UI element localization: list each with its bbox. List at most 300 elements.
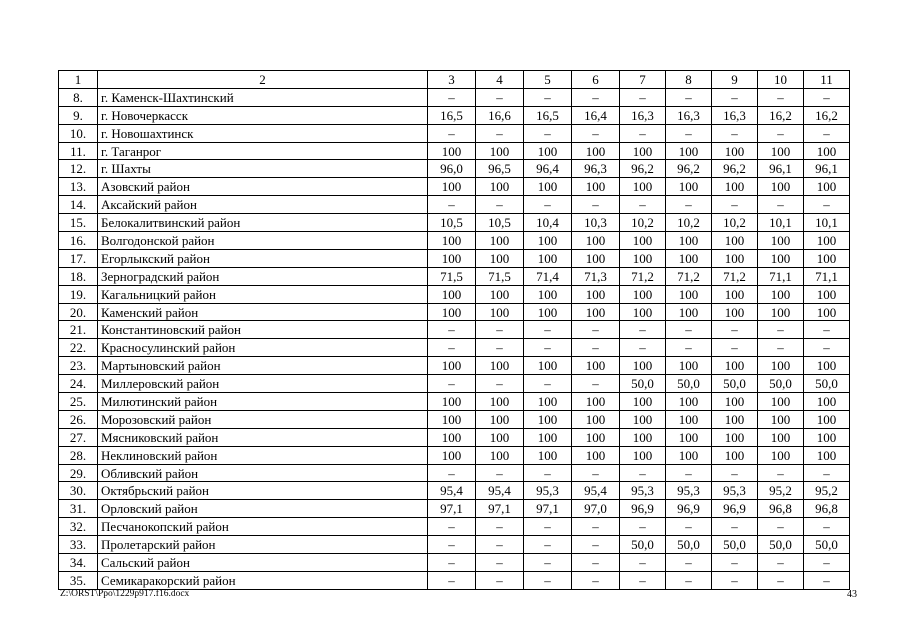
column-number-header: 5 xyxy=(524,71,572,89)
value-cell: 100 xyxy=(428,410,476,428)
table-row xyxy=(59,571,850,589)
territory-name: Мартыновский район xyxy=(98,357,428,375)
value-cell: – xyxy=(712,88,758,106)
table-row xyxy=(59,357,850,375)
value-cell: 100 xyxy=(572,357,620,375)
value-cell: 100 xyxy=(428,446,476,464)
value-cell: 100 xyxy=(524,410,572,428)
value-cell: – xyxy=(428,339,476,357)
row-number: 16. xyxy=(59,232,98,250)
value-cell: 71,5 xyxy=(428,267,476,285)
value-cell: – xyxy=(524,536,572,554)
column-number-header: 7 xyxy=(620,71,666,89)
value-cell: – xyxy=(712,124,758,142)
value-cell: – xyxy=(712,321,758,339)
value-cell: – xyxy=(572,375,620,393)
row-number: 32. xyxy=(59,518,98,536)
territory-name: г. Таганрог xyxy=(98,142,428,160)
value-cell: 16,2 xyxy=(758,106,804,124)
value-cell: 100 xyxy=(476,446,524,464)
table-row xyxy=(59,232,850,250)
territory-name: Морозовский район xyxy=(98,410,428,428)
value-cell: – xyxy=(476,196,524,214)
territory-name: г. Шахты xyxy=(98,160,428,178)
row-number: 30. xyxy=(59,482,98,500)
value-cell: 95,3 xyxy=(620,482,666,500)
value-cell: 16,2 xyxy=(804,106,850,124)
value-cell: 100 xyxy=(804,285,850,303)
value-cell: 100 xyxy=(758,446,804,464)
territory-name: Сальский район xyxy=(98,554,428,572)
table-row xyxy=(59,106,850,124)
territory-name: Семикаракорский район xyxy=(98,571,428,589)
value-cell: 100 xyxy=(758,232,804,250)
value-cell: 10,2 xyxy=(620,214,666,232)
row-number: 21. xyxy=(59,321,98,339)
row-number: 15. xyxy=(59,214,98,232)
column-number-header: 10 xyxy=(758,71,804,89)
value-cell: 100 xyxy=(620,393,666,411)
territory-name: Красносулинский район xyxy=(98,339,428,357)
value-cell: 100 xyxy=(620,232,666,250)
value-cell: – xyxy=(666,554,712,572)
table-row xyxy=(59,214,850,232)
row-number: 12. xyxy=(59,160,98,178)
territory-name: Неклиновский район xyxy=(98,446,428,464)
value-cell: 100 xyxy=(428,428,476,446)
table-row xyxy=(59,267,850,285)
value-cell: 10,2 xyxy=(712,214,758,232)
value-cell: – xyxy=(804,88,850,106)
table-row xyxy=(59,536,850,554)
row-number: 35. xyxy=(59,571,98,589)
value-cell: 100 xyxy=(758,410,804,428)
value-cell: 95,2 xyxy=(804,482,850,500)
value-cell: 97,1 xyxy=(476,500,524,518)
row-number: 22. xyxy=(59,339,98,357)
value-cell: – xyxy=(712,518,758,536)
column-number-header: 3 xyxy=(428,71,476,89)
territory-name: Каменский район xyxy=(98,303,428,321)
value-cell: 96,0 xyxy=(428,160,476,178)
column-number-header: 11 xyxy=(804,71,850,89)
value-cell: 96,3 xyxy=(572,160,620,178)
territory-name: Аксайский район xyxy=(98,196,428,214)
territory-name: Мясниковский район xyxy=(98,428,428,446)
value-cell: 100 xyxy=(804,249,850,267)
value-cell: 100 xyxy=(712,357,758,375)
value-cell: 50,0 xyxy=(712,375,758,393)
territory-name: Пролетарский район xyxy=(98,536,428,554)
value-cell: – xyxy=(758,464,804,482)
value-cell: 96,8 xyxy=(758,500,804,518)
value-cell: – xyxy=(804,321,850,339)
territory-name: Азовский район xyxy=(98,178,428,196)
value-cell: 50,0 xyxy=(804,375,850,393)
value-cell: 96,9 xyxy=(712,500,758,518)
value-cell: 95,4 xyxy=(476,482,524,500)
value-cell: 97,1 xyxy=(524,500,572,518)
table-row xyxy=(59,249,850,267)
table-row xyxy=(59,321,850,339)
value-cell: – xyxy=(524,571,572,589)
value-cell: – xyxy=(758,554,804,572)
territory-name: Кагальницкий район xyxy=(98,285,428,303)
value-cell: – xyxy=(620,518,666,536)
value-cell: 100 xyxy=(572,285,620,303)
value-cell: 100 xyxy=(428,393,476,411)
value-cell: – xyxy=(428,321,476,339)
value-cell: 96,9 xyxy=(620,500,666,518)
value-cell: 100 xyxy=(666,393,712,411)
value-cell: 100 xyxy=(572,232,620,250)
value-cell: 100 xyxy=(572,303,620,321)
value-cell: – xyxy=(572,196,620,214)
territory-name: Песчанокопский район xyxy=(98,518,428,536)
value-cell: 100 xyxy=(572,178,620,196)
row-number: 18. xyxy=(59,267,98,285)
value-cell: – xyxy=(428,518,476,536)
value-cell: 50,0 xyxy=(620,375,666,393)
value-cell: 100 xyxy=(524,232,572,250)
value-cell: 96,2 xyxy=(620,160,666,178)
value-cell: 71,5 xyxy=(476,267,524,285)
value-cell: 100 xyxy=(712,446,758,464)
row-number: 9. xyxy=(59,106,98,124)
value-cell: 95,2 xyxy=(758,482,804,500)
table-row xyxy=(59,285,850,303)
value-cell: – xyxy=(758,518,804,536)
value-cell: 100 xyxy=(712,410,758,428)
value-cell: 16,5 xyxy=(524,106,572,124)
value-cell: – xyxy=(804,464,850,482)
value-cell: 100 xyxy=(804,303,850,321)
value-cell: – xyxy=(572,124,620,142)
value-cell: 100 xyxy=(524,249,572,267)
value-cell: 100 xyxy=(476,393,524,411)
value-cell: – xyxy=(758,321,804,339)
value-cell: 10,5 xyxy=(476,214,524,232)
value-cell: – xyxy=(476,88,524,106)
value-cell: 100 xyxy=(712,249,758,267)
value-cell: 97,1 xyxy=(428,500,476,518)
value-cell: 71,1 xyxy=(758,267,804,285)
value-cell: 100 xyxy=(476,142,524,160)
value-cell: – xyxy=(428,375,476,393)
value-cell: – xyxy=(428,124,476,142)
value-cell: – xyxy=(804,196,850,214)
value-cell: 96,4 xyxy=(524,160,572,178)
value-cell: – xyxy=(666,196,712,214)
value-cell: – xyxy=(572,339,620,357)
value-cell: – xyxy=(758,88,804,106)
territory-name: Милютинский район xyxy=(98,393,428,411)
row-number: 8. xyxy=(59,88,98,106)
territory-name: Орловский район xyxy=(98,500,428,518)
territory-name: Белокалитвинский район xyxy=(98,214,428,232)
value-cell: 95,3 xyxy=(712,482,758,500)
value-cell: 16,3 xyxy=(620,106,666,124)
value-cell: 100 xyxy=(620,142,666,160)
value-cell: 100 xyxy=(476,285,524,303)
value-cell: 100 xyxy=(620,410,666,428)
value-cell: 100 xyxy=(758,357,804,375)
value-cell: – xyxy=(428,88,476,106)
value-cell: 100 xyxy=(804,446,850,464)
value-cell: – xyxy=(524,196,572,214)
value-cell: 100 xyxy=(758,249,804,267)
value-cell: 96,1 xyxy=(804,160,850,178)
value-cell: – xyxy=(476,554,524,572)
value-cell: 96,2 xyxy=(712,160,758,178)
value-cell: 100 xyxy=(476,428,524,446)
value-cell: 100 xyxy=(572,428,620,446)
row-number: 17. xyxy=(59,249,98,267)
value-cell: 100 xyxy=(804,178,850,196)
data-table xyxy=(58,70,850,590)
value-cell: 10,1 xyxy=(804,214,850,232)
territory-name: Зерноградский район xyxy=(98,267,428,285)
value-cell: 100 xyxy=(620,303,666,321)
page-number: 43 xyxy=(847,589,857,600)
value-cell: 100 xyxy=(758,142,804,160)
value-cell: 71,3 xyxy=(572,267,620,285)
value-cell: – xyxy=(524,554,572,572)
value-cell: – xyxy=(524,375,572,393)
value-cell: 71,2 xyxy=(620,267,666,285)
row-number: 33. xyxy=(59,536,98,554)
value-cell: – xyxy=(804,571,850,589)
row-number: 11. xyxy=(59,142,98,160)
value-cell: 95,3 xyxy=(524,482,572,500)
value-cell: 16,3 xyxy=(712,106,758,124)
value-cell: 100 xyxy=(572,393,620,411)
value-cell: – xyxy=(524,339,572,357)
column-number-header: 8 xyxy=(666,71,712,89)
value-cell: 100 xyxy=(524,142,572,160)
column-number-header: 4 xyxy=(476,71,524,89)
table-row xyxy=(59,410,850,428)
value-cell: – xyxy=(572,571,620,589)
value-cell: 10,5 xyxy=(428,214,476,232)
value-cell: 100 xyxy=(712,303,758,321)
value-cell: – xyxy=(476,536,524,554)
value-cell: 100 xyxy=(666,428,712,446)
value-cell: 100 xyxy=(666,357,712,375)
value-cell: 100 xyxy=(476,357,524,375)
row-number: 29. xyxy=(59,464,98,482)
territory-name: Константиновский район xyxy=(98,321,428,339)
value-cell: 100 xyxy=(524,178,572,196)
value-cell: 100 xyxy=(666,446,712,464)
value-cell: 100 xyxy=(428,249,476,267)
value-cell: 96,1 xyxy=(758,160,804,178)
table-row xyxy=(59,303,850,321)
table-row xyxy=(59,178,850,196)
value-cell: 100 xyxy=(666,142,712,160)
value-cell: 100 xyxy=(804,357,850,375)
value-cell: – xyxy=(476,124,524,142)
value-cell: 96,8 xyxy=(804,500,850,518)
column-number-header: 2 xyxy=(98,71,428,89)
value-cell: – xyxy=(428,196,476,214)
value-cell: 71,2 xyxy=(666,267,712,285)
value-cell: 100 xyxy=(572,446,620,464)
value-cell: 100 xyxy=(804,232,850,250)
value-cell: 100 xyxy=(524,393,572,411)
value-cell: 100 xyxy=(804,410,850,428)
value-cell: – xyxy=(620,464,666,482)
value-cell: 16,3 xyxy=(666,106,712,124)
value-cell: 96,9 xyxy=(666,500,712,518)
table-row xyxy=(59,554,850,572)
value-cell: – xyxy=(758,571,804,589)
value-cell: 100 xyxy=(428,285,476,303)
value-cell: 100 xyxy=(804,428,850,446)
value-cell: – xyxy=(524,88,572,106)
value-cell: 100 xyxy=(476,410,524,428)
table-row xyxy=(59,88,850,106)
value-cell: – xyxy=(620,321,666,339)
value-cell: 100 xyxy=(620,357,666,375)
value-cell: 100 xyxy=(428,178,476,196)
value-cell: 95,3 xyxy=(666,482,712,500)
value-cell: – xyxy=(666,321,712,339)
value-cell: – xyxy=(524,124,572,142)
value-cell: 100 xyxy=(758,393,804,411)
value-cell: 100 xyxy=(476,249,524,267)
value-cell: 100 xyxy=(758,285,804,303)
value-cell: 100 xyxy=(524,285,572,303)
table-row xyxy=(59,464,850,482)
footer-file-path: Z:\ORST\Ppo\1229p917.f16.docx xyxy=(60,589,190,599)
value-cell: 10,3 xyxy=(572,214,620,232)
table-row xyxy=(59,375,850,393)
value-cell: 100 xyxy=(666,285,712,303)
value-cell: – xyxy=(620,554,666,572)
value-cell: 100 xyxy=(572,142,620,160)
value-cell: 100 xyxy=(712,178,758,196)
value-cell: 16,5 xyxy=(428,106,476,124)
value-cell: 100 xyxy=(620,446,666,464)
value-cell: 100 xyxy=(666,178,712,196)
row-number: 13. xyxy=(59,178,98,196)
table-row xyxy=(59,339,850,357)
value-cell: – xyxy=(758,124,804,142)
value-cell: 96,2 xyxy=(666,160,712,178)
value-cell: – xyxy=(620,571,666,589)
territory-name: г. Новошахтинск xyxy=(98,124,428,142)
value-cell: – xyxy=(758,196,804,214)
column-number-header: 6 xyxy=(572,71,620,89)
row-number: 31. xyxy=(59,500,98,518)
table-row xyxy=(59,518,850,536)
value-cell: – xyxy=(476,375,524,393)
value-cell: – xyxy=(476,339,524,357)
value-cell: 100 xyxy=(524,446,572,464)
table-row xyxy=(59,393,850,411)
column-number-header: 9 xyxy=(712,71,758,89)
row-number: 23. xyxy=(59,357,98,375)
value-cell: 100 xyxy=(476,178,524,196)
value-cell: – xyxy=(572,464,620,482)
value-cell: – xyxy=(712,571,758,589)
table-row xyxy=(59,446,850,464)
value-cell: – xyxy=(476,464,524,482)
row-number: 10. xyxy=(59,124,98,142)
value-cell: 50,0 xyxy=(620,536,666,554)
value-cell: – xyxy=(572,321,620,339)
value-cell: – xyxy=(712,464,758,482)
territory-name: г. Каменск-Шахтинский xyxy=(98,88,428,106)
value-cell: – xyxy=(758,339,804,357)
value-cell: 50,0 xyxy=(804,536,850,554)
value-cell: 100 xyxy=(758,303,804,321)
value-cell: 10,2 xyxy=(666,214,712,232)
row-number: 19. xyxy=(59,285,98,303)
value-cell: 71,4 xyxy=(524,267,572,285)
value-cell: – xyxy=(666,88,712,106)
row-number: 14. xyxy=(59,196,98,214)
value-cell: – xyxy=(476,571,524,589)
table-row xyxy=(59,428,850,446)
territory-name: г. Новочеркасск xyxy=(98,106,428,124)
value-cell: 100 xyxy=(620,249,666,267)
value-cell: 50,0 xyxy=(666,536,712,554)
value-cell: 100 xyxy=(428,357,476,375)
territory-name: Егорлыкский район xyxy=(98,249,428,267)
value-cell: 95,4 xyxy=(428,482,476,500)
value-cell: – xyxy=(620,88,666,106)
value-cell: 100 xyxy=(712,232,758,250)
value-cell: 100 xyxy=(804,142,850,160)
value-cell: 100 xyxy=(804,393,850,411)
value-cell: 100 xyxy=(524,357,572,375)
value-cell: 50,0 xyxy=(666,375,712,393)
value-cell: 97,0 xyxy=(572,500,620,518)
value-cell: 71,1 xyxy=(804,267,850,285)
value-cell: – xyxy=(428,536,476,554)
table-row xyxy=(59,196,850,214)
value-cell: – xyxy=(428,571,476,589)
row-number: 26. xyxy=(59,410,98,428)
value-cell: – xyxy=(712,196,758,214)
value-cell: – xyxy=(524,321,572,339)
value-cell: 96,5 xyxy=(476,160,524,178)
value-cell: 100 xyxy=(666,249,712,267)
value-cell: 100 xyxy=(524,303,572,321)
table-row xyxy=(59,142,850,160)
value-cell: 100 xyxy=(666,410,712,428)
value-cell: 100 xyxy=(758,428,804,446)
value-cell: – xyxy=(804,124,850,142)
value-cell: – xyxy=(620,339,666,357)
value-cell: – xyxy=(524,518,572,536)
value-cell: – xyxy=(804,339,850,357)
value-cell: – xyxy=(572,518,620,536)
value-cell: 100 xyxy=(476,232,524,250)
value-cell: 50,0 xyxy=(758,536,804,554)
value-cell: – xyxy=(524,464,572,482)
value-cell: 71,2 xyxy=(712,267,758,285)
territory-name: Миллеровский район xyxy=(98,375,428,393)
value-cell: – xyxy=(476,518,524,536)
value-cell: 100 xyxy=(572,249,620,267)
territory-name: Волгодонской район xyxy=(98,232,428,250)
value-cell: 100 xyxy=(620,178,666,196)
row-number: 27. xyxy=(59,428,98,446)
value-cell: 100 xyxy=(620,428,666,446)
